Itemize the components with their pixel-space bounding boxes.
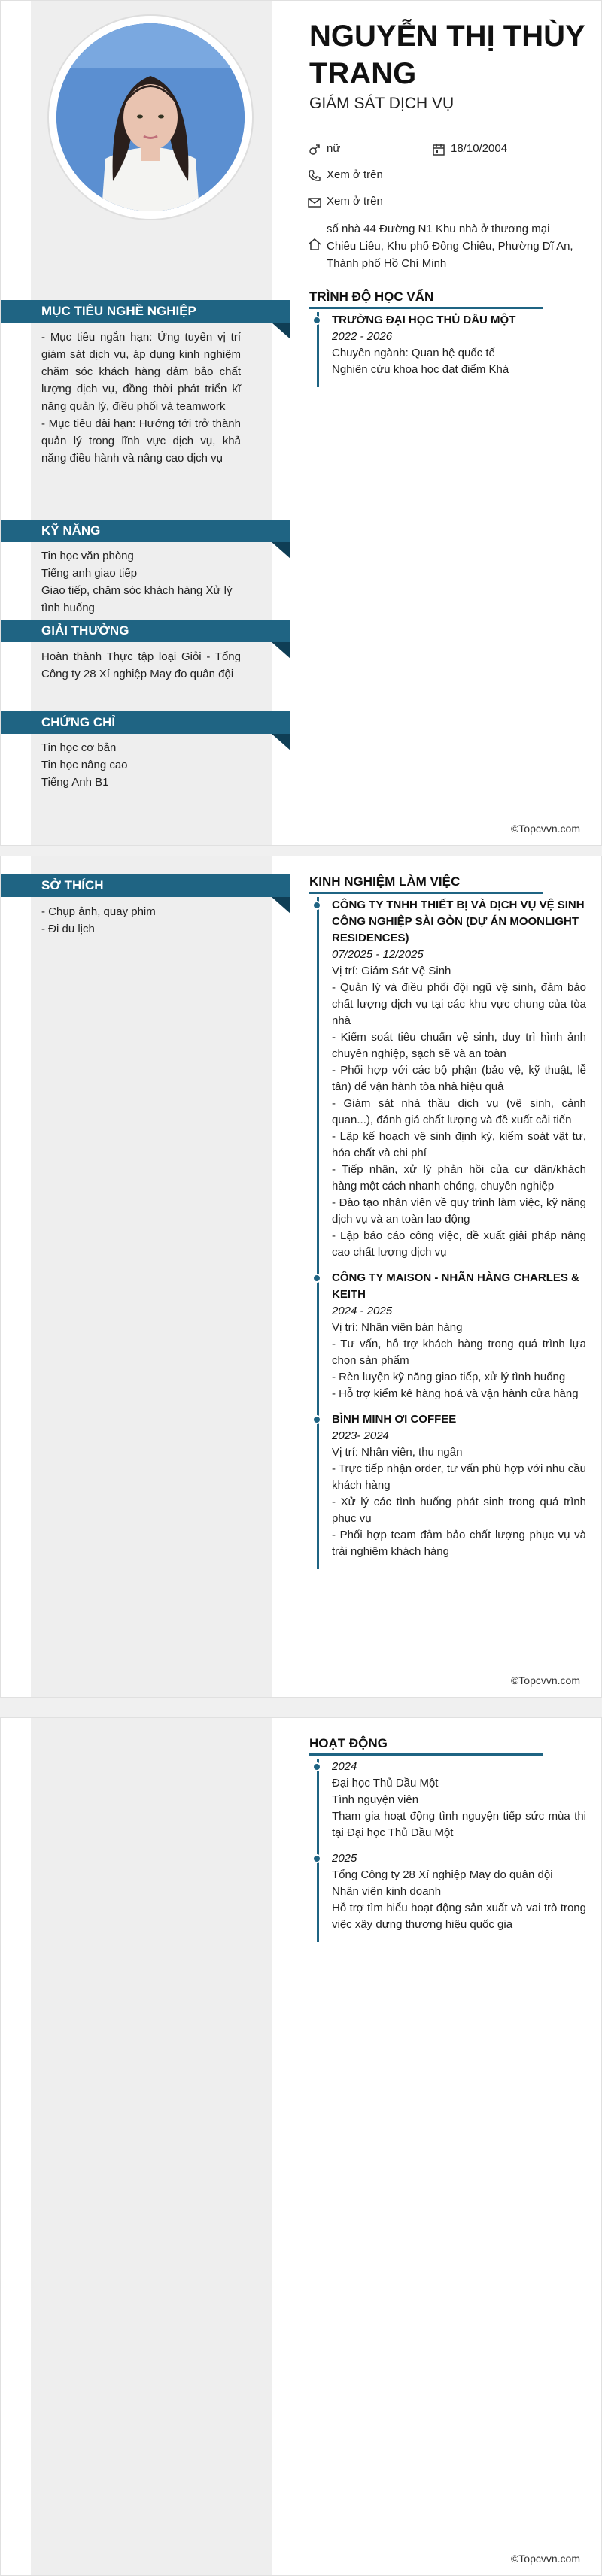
cv-page-2 xyxy=(0,856,602,1698)
activity-line: Nhân viên kinh doanh xyxy=(332,1885,442,1898)
school-name: TRƯỜNG ĐẠI HỌC THỦ DẦU MỘT xyxy=(332,314,516,326)
objective-heading: MỤC TIÊU NGHỀ NGHIỆP xyxy=(1,300,290,323)
job-line: - Đào tạo nhân viên về quy trình làm việc, kỹ năng dịch vụ và an toàn lao động xyxy=(332,1196,586,1226)
job-line: Vị trí: Giám Sát Vệ Sinh xyxy=(332,965,451,977)
certificate-item: Tin học nâng cao xyxy=(41,759,128,771)
skills-heading: KỸ NĂNG xyxy=(1,520,290,542)
experience-item xyxy=(319,897,586,1261)
job-period: 2024 - 2025 xyxy=(332,1305,393,1317)
activity-line: Tình nguyện viên xyxy=(332,1793,419,1806)
gender-icon xyxy=(307,142,322,157)
left-column xyxy=(1,1,272,845)
phone-info xyxy=(307,168,383,183)
gender-value: nữ xyxy=(327,142,341,155)
gender-info xyxy=(307,142,340,157)
company-name: CÔNG TY TNHH THIẾT BỊ VÀ DỊCH VỤ VỆ SINH CÔNG NGHIỆP SÀI GÒN (DỰ ÁN MOONLIGHT RESIDENCES) xyxy=(332,899,585,944)
calendar-icon xyxy=(431,142,446,157)
left-column xyxy=(1,1718,272,2575)
candidate-name: NGUYỄN THỊ THÙY TRANG xyxy=(309,20,585,90)
hobbies-heading: SỞ THÍCH xyxy=(1,874,290,897)
sidebar-background xyxy=(31,856,272,1697)
job-line: - Lập kế hoạch vệ sinh định kỳ, kiểm soát vật tư, hóa chất và chi phí xyxy=(332,1130,586,1159)
hobby-item: - Đi du lịch xyxy=(41,923,95,935)
skill-item: Tiếng anh giao tiếp xyxy=(41,567,138,580)
company-name: CÔNG TY MAISON - NHÃN HÀNG CHARLES & KEITH xyxy=(332,1271,579,1301)
activity-line: Hỗ trợ tìm hiểu hoạt động sản xuất và vai trò trong việc xây dựng thương hiệu quốc gia xyxy=(332,1902,586,1931)
job-period: 2023- 2024 xyxy=(332,1429,389,1442)
cv-page-3 xyxy=(0,1717,602,2576)
award-item: Hoàn thành Thực tập loại Giỏi - Tổng Công ty 28 Xí nghiệp May đo quân đội xyxy=(41,650,241,680)
timeline-dot xyxy=(312,901,321,910)
company-name: BÌNH MINH ƠI COFFEE xyxy=(332,1413,457,1426)
experience-item xyxy=(319,1411,586,1560)
job-line: - Quản lý và điều phối đội ngũ vệ sinh, đảm bảo chất lượng dịch vụ tại các khu vực chung của tòa nhà xyxy=(332,981,586,1027)
awards-list xyxy=(41,648,241,683)
hobbies-list xyxy=(41,903,241,938)
job-line: - Kiểm soát tiêu chuẩn vệ sinh, duy trì hình ảnh chuyên nghiệp, sạch sẽ và an toàn xyxy=(332,1031,586,1060)
avatar xyxy=(56,23,245,211)
job-line: - Hỗ trợ kiểm kê hàng hoá và vận hành cửa hàng xyxy=(332,1387,579,1400)
email-info xyxy=(307,195,383,210)
job-line: Vị trí: Nhân viên, thu ngân xyxy=(332,1446,463,1459)
activity-year: 2025 xyxy=(332,1852,357,1865)
job-line: - Lập báo cáo công việc, đề xuất giải pháp nâng cao chất lượng dịch vụ xyxy=(332,1229,586,1259)
sidebar-background xyxy=(31,1718,272,2575)
timeline-dot xyxy=(312,1415,321,1424)
timeline-dot xyxy=(312,1854,321,1863)
phone-value: Xem ở trên xyxy=(327,168,383,181)
birthdate-value: 18/10/2004 xyxy=(451,142,508,155)
job-line: - Xử lý các tình huống phát sinh trong quá trình phục vụ xyxy=(332,1496,586,1525)
avatar-frame xyxy=(49,16,252,219)
hobby-item: - Chụp ảnh, quay phim xyxy=(41,905,156,918)
address-value: số nhà 44 Đường N1 Khu nhà ở thương mại Chiêu Liêu, Khu phố Đông Chiêu, Phường Dĩ An, Thành phố Hồ Chí Minh xyxy=(327,223,573,270)
job-line: - Rèn luyện kỹ năng giao tiếp, xử lý tình huống xyxy=(332,1371,566,1383)
objective-text xyxy=(41,329,241,467)
education-line: Nghiên cứu khoa học đạt điểm Khá xyxy=(332,363,509,376)
skill-item: Giao tiếp, chăm sóc khách hàng Xử lý tình huống xyxy=(41,584,233,614)
experience-item xyxy=(319,1270,586,1402)
education-period: 2022 - 2026 xyxy=(332,330,393,343)
home-icon xyxy=(307,237,322,252)
phone-icon xyxy=(307,168,322,183)
skill-item: Tin học văn phòng xyxy=(41,550,134,562)
experience-timeline xyxy=(317,897,586,1569)
activities-heading: HOẠT ĐỘNG xyxy=(309,1736,543,1756)
certificate-item: Tin học cơ bản xyxy=(41,741,117,754)
job-line: Vị trí: Nhân viên bán hàng xyxy=(332,1321,463,1334)
certificate-item: Tiếng Anh B1 xyxy=(41,776,109,789)
awards-heading: GIẢI THƯỞNG xyxy=(1,620,290,642)
timeline-dot xyxy=(312,1762,321,1771)
footer-credit: ©Topcvvn.com xyxy=(510,2553,580,2565)
activity-line: Đại học Thủ Dầu Một xyxy=(332,1777,439,1790)
education-timeline xyxy=(317,312,588,387)
activity-item xyxy=(319,1759,586,1841)
job-period: 07/2025 - 12/2025 xyxy=(332,948,424,961)
activity-item xyxy=(319,1850,586,1933)
address-info xyxy=(307,220,582,272)
footer-credit: ©Topcvvn.com xyxy=(510,1674,580,1687)
email-value: Xem ở trên xyxy=(327,195,383,208)
objective-long-term: - Mục tiêu dài hạn: Hướng tới trở thành quản lý trong lĩnh vực dịch vụ, khả năng điều hành và nâng cao dịch vụ xyxy=(41,417,241,465)
activity-year: 2024 xyxy=(332,1760,357,1773)
activity-line: Tổng Công ty 28 Xí nghiệp May đo quân đội xyxy=(332,1868,553,1881)
education-heading: TRÌNH ĐỘ HỌC VẤN xyxy=(309,289,543,309)
birthdate-info xyxy=(431,142,507,157)
timeline-dot xyxy=(312,1274,321,1283)
job-line: - Tiếp nhận, xử lý phản hồi của cư dân/khách hàng một cách nhanh chóng, chuyên nghiệp xyxy=(332,1163,586,1193)
activities-timeline xyxy=(317,1759,586,1942)
job-line: - Phối hợp team đảm bảo chất lượng phục vụ và trải nghiệm khách hàng xyxy=(332,1529,586,1558)
skills-list xyxy=(41,547,241,617)
job-line: - Trực tiếp nhận order, tư vấn phù hợp với nhu cầu khách hàng xyxy=(332,1462,586,1492)
education-line: Chuyên ngành: Quan hệ quốc tế xyxy=(332,347,495,359)
job-line: - Phối hợp với các bộ phận (bảo vệ, kỹ thuật, lễ tân) để vận hành tòa nhà hiệu quả xyxy=(332,1064,586,1093)
certificates-list xyxy=(41,739,241,791)
job-line: - Giám sát nhà thầu dịch vụ (vệ sinh, cảnh quan...), đánh giá chất lượng và đề xuất cải tiến xyxy=(332,1097,586,1126)
experience-heading: KINH NGHIỆM LÀM VIỆC xyxy=(309,874,543,894)
timeline-dot xyxy=(312,316,321,325)
education-item xyxy=(319,312,588,378)
left-column xyxy=(1,856,272,1697)
job-title: GIÁM SÁT DỊCH VỤ xyxy=(309,95,455,112)
mail-icon xyxy=(307,195,322,210)
cv-page-1 xyxy=(0,0,602,846)
certificates-heading: CHỨNG CHỈ xyxy=(1,711,290,734)
activity-line: Tham gia hoạt động tình nguyện tiếp sức mùa thi tại Đại học Thủ Dầu Một xyxy=(332,1810,586,1839)
objective-short-term: - Mục tiêu ngắn hạn: Ứng tuyển vị trí giám sát dịch vụ, áp dụng kinh nghiệm chăm sóc khách hàng đảm bảo chất lượng dịch vụ, đồng thời phát triển kĩ năng quản lý, điều phối và teamwork xyxy=(41,331,241,413)
job-line: - Tư vấn, hỗ trợ khách hàng trong quá trình lựa chọn sản phẩm xyxy=(332,1338,586,1367)
footer-credit: ©Topcvvn.com xyxy=(510,823,580,835)
